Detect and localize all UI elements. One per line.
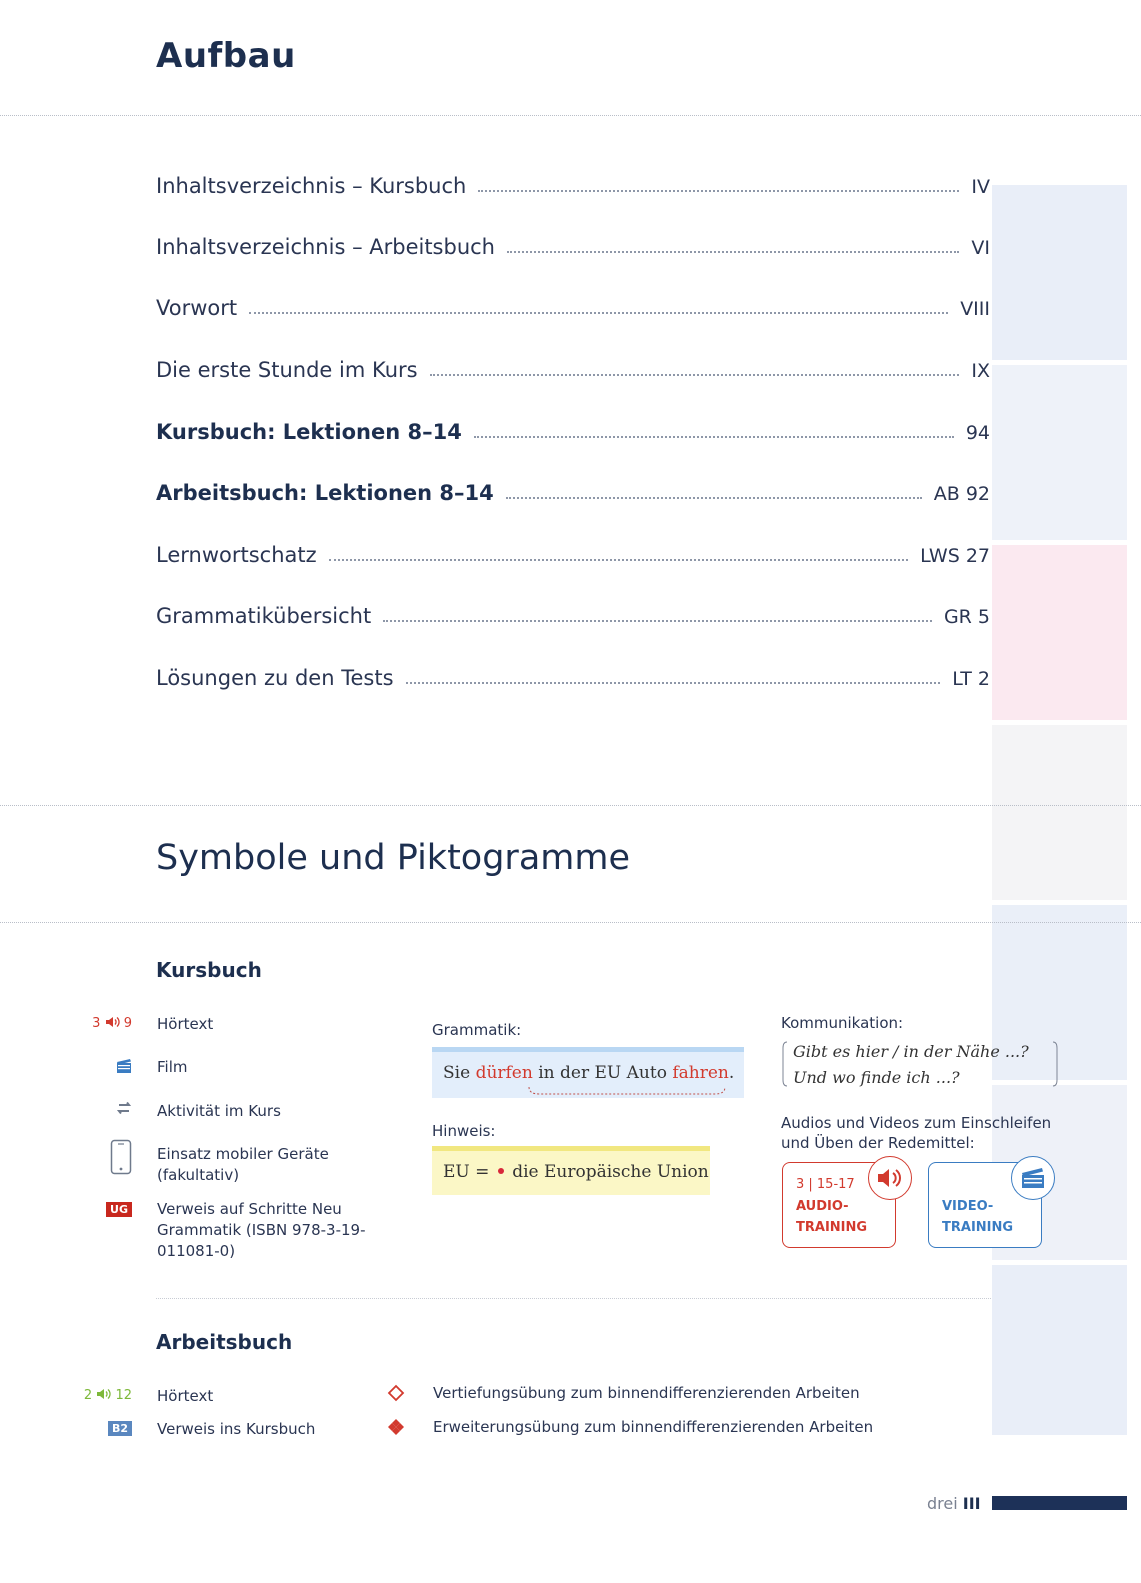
b2-badge-wrap xyxy=(70,1421,132,1436)
modal-verb: dürfen xyxy=(475,1063,533,1083)
footer-bar xyxy=(992,1496,1127,1510)
activity-icon-wrap xyxy=(70,1101,132,1119)
toc-row[interactable] xyxy=(156,229,990,259)
diamond-filled-icon xyxy=(387,1418,405,1436)
legend-label: Einsatz mobiler Geräte (fakultativ) xyxy=(157,1145,329,1184)
toc-row[interactable] xyxy=(156,414,990,444)
video-training-label-1: VIDEO- xyxy=(942,1199,994,1214)
b2-badge: B2 xyxy=(108,1421,132,1436)
side-tab-11 xyxy=(992,725,1127,900)
legend-label: Hörtext xyxy=(157,1387,214,1405)
audio-icon xyxy=(105,1016,120,1028)
toc-leader xyxy=(478,190,959,192)
toc-page: GR 5 xyxy=(943,606,990,628)
toc-page: IX xyxy=(971,360,990,382)
toc-label: Inhaltsverzeichnis – Arbeitsbuch xyxy=(156,235,495,259)
hinweis-box xyxy=(432,1146,710,1195)
grammatik-word: in der EU Auto xyxy=(538,1063,667,1083)
track-number: 9 xyxy=(123,1016,132,1031)
track-number: 12 xyxy=(115,1388,132,1403)
track-cd-number: 2 xyxy=(83,1388,93,1403)
side-tab-14 xyxy=(992,1265,1127,1435)
toc-row[interactable] xyxy=(156,168,990,198)
arbeitsbuch-heading: Arbeitsbuch xyxy=(156,1330,293,1354)
divider xyxy=(0,922,1141,923)
infinitive-verb: fahren xyxy=(672,1063,729,1083)
legend-label: Aktivität im Kurs xyxy=(157,1102,281,1120)
track-cd-number: 3 xyxy=(92,1016,101,1031)
video-training-label-2: TRAINING xyxy=(942,1220,1014,1235)
divider xyxy=(0,805,1141,806)
video-bubble xyxy=(1011,1156,1055,1200)
audio-training-label-1: AUDIO- xyxy=(796,1199,849,1214)
toc-label: Grammatikübersicht xyxy=(156,604,372,628)
audio-bubble xyxy=(868,1156,912,1200)
audio-training-label-2: TRAINING xyxy=(796,1220,868,1235)
toc-row[interactable] xyxy=(156,660,990,690)
toc-label: Kursbuch: Lektionen 8–14 xyxy=(156,420,462,444)
toc-row[interactable] xyxy=(156,537,990,567)
toc-page: LT 2 xyxy=(952,668,990,690)
page-number-word: drei xyxy=(927,1494,958,1513)
redemittel-box xyxy=(781,1040,1059,1088)
toc-label: Lernwortschatz xyxy=(156,543,317,567)
kursbuch-heading: Kursbuch xyxy=(156,958,262,982)
toc-label: Lösungen zu den Tests xyxy=(156,666,394,690)
toc-leader xyxy=(249,312,948,314)
toc-leader xyxy=(474,436,954,438)
mobile-device-icon xyxy=(110,1139,132,1175)
audio-track-label: 3 | 15-17 xyxy=(796,1177,855,1192)
film-icon xyxy=(116,1058,132,1074)
side-tab-8 xyxy=(992,185,1127,360)
toc-label: Die erste Stunde im Kurs xyxy=(156,358,418,382)
audio-track-indicator xyxy=(70,1016,132,1031)
toc-row[interactable] xyxy=(156,352,990,382)
toc-label: Inhaltsverzeichnis – Kursbuch xyxy=(156,174,467,198)
divider xyxy=(156,1298,991,1299)
legend-label: Film xyxy=(157,1058,188,1076)
toc-page: VIII xyxy=(960,298,990,320)
diamond-outline-icon xyxy=(387,1384,405,1402)
film-icon-wrap xyxy=(70,1058,132,1078)
legend-label: Verweis auf Schritte Neu Grammatik (ISBN 978-3-19-011081-0) xyxy=(157,1200,366,1260)
speaker-icon xyxy=(877,1167,903,1189)
mobile-icon-wrap xyxy=(70,1139,132,1179)
toc-page: IV xyxy=(971,176,990,198)
audio-icon xyxy=(96,1388,111,1400)
legend-label: Hörtext xyxy=(157,1015,214,1033)
audio-track-indicator xyxy=(70,1388,132,1403)
toc-leader xyxy=(406,682,941,684)
hinweis-label: Hinweis: xyxy=(432,1122,496,1140)
grammatik-word: Sie xyxy=(443,1063,471,1083)
toc-leader xyxy=(383,620,932,622)
bracket-left-icon xyxy=(781,1040,789,1088)
activity-icon xyxy=(116,1101,132,1115)
divider xyxy=(0,115,1141,116)
feminine-dot-icon xyxy=(498,1168,504,1174)
toc-row[interactable] xyxy=(156,598,990,628)
grammatik-box xyxy=(432,1047,744,1098)
grammatik-period: . xyxy=(728,1063,735,1083)
ug-badge: UG xyxy=(106,1202,132,1217)
toc-leader xyxy=(507,251,959,253)
section-title: Symbole und Piktogramme xyxy=(156,838,630,878)
exercise-label: Vertiefungsübung zum binnendifferenzierenden Arbeiten xyxy=(433,1384,860,1402)
side-tab-9 xyxy=(992,365,1127,540)
toc-row[interactable] xyxy=(156,475,990,505)
hinweis-term: EU = xyxy=(443,1162,490,1182)
toc-page: AB 92 xyxy=(933,483,990,505)
film-icon xyxy=(1021,1167,1045,1189)
exercise-label: Erweiterungsübung zum binnendifferenzierenden Arbeiten xyxy=(433,1418,874,1436)
side-tab-10 xyxy=(992,545,1127,720)
toc-row[interactable] xyxy=(156,290,990,320)
ug-badge-wrap xyxy=(70,1202,132,1217)
kommunikation-label: Kommunikation: xyxy=(781,1014,904,1032)
page-number xyxy=(927,1494,981,1513)
toc-leader xyxy=(506,497,922,499)
toc-page: 94 xyxy=(965,422,990,444)
grammatik-label: Grammatik: xyxy=(432,1021,522,1039)
redemittel-line: Und wo finde ich ...? xyxy=(793,1068,960,1087)
page-number-numeral: III xyxy=(962,1494,981,1513)
audio-video-info: Audios und Videos zum Einschleifen und Üben der Redemittel: xyxy=(781,1114,1052,1152)
redemittel-line: Gibt es hier / in der Nähe ...? xyxy=(793,1042,1029,1061)
toc-label: Arbeitsbuch: Lektionen 8–14 xyxy=(156,481,494,505)
page-title: Aufbau xyxy=(156,36,296,76)
hinweis-definition: die Europäische Union xyxy=(512,1162,709,1182)
toc-leader xyxy=(329,559,908,561)
toc-page: LWS 27 xyxy=(920,545,990,567)
toc-page: VI xyxy=(971,237,990,259)
bracket-right-icon xyxy=(1051,1040,1059,1088)
sentence-bracket-icon xyxy=(527,1086,727,1098)
toc-leader xyxy=(430,374,960,376)
toc-label: Vorwort xyxy=(156,296,238,320)
legend-label: Verweis ins Kursbuch xyxy=(157,1420,316,1438)
